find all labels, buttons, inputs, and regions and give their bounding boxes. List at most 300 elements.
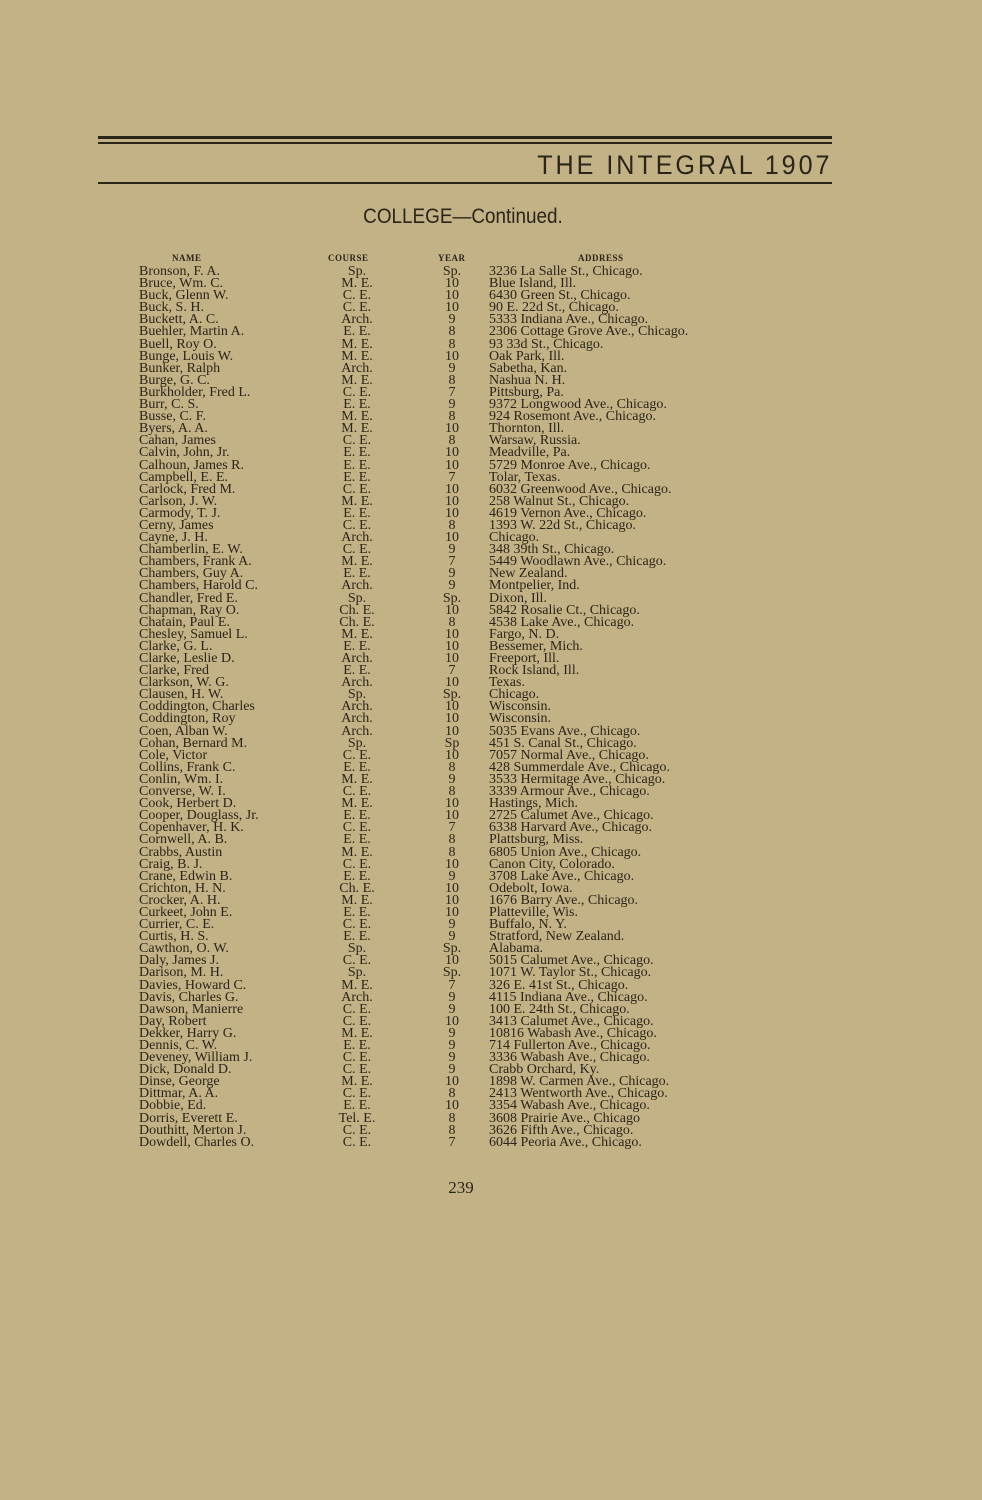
student-name: Campbell, E. E.	[139, 469, 229, 485]
student-year: 7	[448, 663, 456, 679]
student-address: 6805 Union Ave., Chicago.	[489, 844, 642, 860]
student-course: Arch.	[341, 530, 373, 546]
student-name: Chesley, Samuel L.	[139, 626, 248, 642]
student-year: 9	[448, 1062, 456, 1078]
column-header-name: NAME	[172, 253, 202, 263]
student-name: Chapman, Ray O.	[139, 602, 240, 618]
student-course: M. E.	[341, 372, 373, 388]
student-name: Curtis, H. S.	[139, 929, 209, 945]
student-name: Carlson, J. W.	[139, 493, 218, 509]
student-name: Cole, Victor	[139, 747, 208, 763]
table-row	[0, 1134, 982, 1150]
student-address: 1393 W. 22d St., Chicago.	[489, 517, 637, 533]
student-course: C. E.	[342, 1062, 372, 1078]
student-name: Clausen, H. W.	[139, 687, 224, 703]
student-address: Rock Island, Ill.	[489, 663, 580, 679]
student-address: 4538 Lake Ave., Chicago.	[489, 614, 635, 630]
student-name: Chandler, Fred E.	[139, 590, 238, 606]
student-address: Pittsburg, Pa.	[489, 384, 564, 400]
student-course: Tel. E.	[338, 1110, 376, 1126]
student-course: M. E.	[341, 977, 373, 993]
student-year: Sp.	[442, 687, 462, 703]
student-year: 9	[448, 1050, 456, 1066]
student-address: 93 33d St., Chicago.	[489, 336, 604, 352]
student-address: 5842 Rosalie Ct., Chicago.	[489, 602, 640, 618]
student-year: 8	[448, 1122, 456, 1138]
student-year: Sp.	[442, 590, 462, 606]
student-year: 9	[448, 771, 456, 787]
student-address: 2306 Cottage Grove Ave., Chicago.	[489, 324, 689, 340]
student-course: E. E.	[343, 566, 371, 582]
student-name: Conlin, Wm. I.	[139, 771, 224, 787]
student-course: Arch.	[341, 312, 373, 328]
student-year: 9	[448, 868, 456, 884]
student-course: Arch.	[341, 699, 373, 715]
student-address: 2725 Calumet Ave., Chicago.	[489, 808, 654, 824]
student-name: Calvin, John, Jr.	[139, 445, 230, 461]
header-bottom-rule	[98, 182, 832, 184]
student-address: 3708 Lake Ave., Chicago.	[489, 868, 635, 884]
student-address: 1676 Barry Ave., Chicago.	[489, 892, 639, 908]
top-rule-thin	[98, 142, 832, 144]
student-name: Dick, Donald D.	[139, 1062, 232, 1078]
student-course: C. E.	[342, 384, 372, 400]
student-address: 4115 Indiana Ave., Chicago.	[489, 989, 648, 1005]
student-year: 7	[448, 1134, 456, 1150]
student-course: E. E.	[343, 324, 371, 340]
student-course: C. E.	[342, 517, 372, 533]
student-course: E. E.	[343, 759, 371, 775]
student-course: M. E.	[341, 771, 373, 787]
student-address: Wisconsin.	[489, 699, 552, 715]
student-year: 10	[445, 747, 459, 763]
student-name: Day, Robert	[139, 1013, 207, 1029]
student-address: Bessemer, Mich.	[489, 638, 583, 654]
student-address: 714 Fullerton Ave., Chicago.	[489, 1038, 651, 1053]
student-address: 2413 Wentworth Ave., Chicago.	[489, 1086, 668, 1102]
student-address: 3626 Fifth Ave., Chicago.	[489, 1122, 634, 1138]
student-year: 9	[448, 917, 456, 933]
student-address: 4619 Vernon Ave., Chicago.	[489, 505, 647, 521]
student-name: Chambers, Harold C.	[139, 578, 258, 594]
student-course: C. E.	[342, 1086, 372, 1102]
student-name: Cook, Herbert D.	[139, 796, 237, 812]
student-course: Arch.	[341, 578, 373, 594]
student-course: C. E.	[342, 820, 372, 836]
student-course: E. E.	[343, 808, 371, 824]
student-address: 6338 Harvard Ave., Chicago.	[489, 820, 653, 836]
student-course: E. E.	[343, 457, 371, 473]
student-year: 10	[445, 711, 459, 727]
column-header-address: ADDRESS	[578, 253, 624, 263]
student-year: 9	[448, 989, 456, 1005]
column-header-course: COURSE	[328, 253, 369, 263]
student-year: Sp	[444, 735, 460, 751]
student-address: Warsaw, Russia.	[489, 433, 581, 449]
student-address: Oak Park, Ill.	[489, 348, 565, 364]
student-course: E. E.	[343, 505, 371, 521]
student-course: Sp.	[347, 965, 367, 981]
page-number: 239	[448, 1178, 474, 1197]
student-course: M. E.	[341, 421, 373, 437]
student-course: Arch.	[341, 360, 373, 376]
student-course: Arch.	[341, 711, 373, 727]
student-year: 8	[448, 614, 456, 630]
student-name: Clarke, G. L.	[139, 638, 213, 654]
student-year: 8	[448, 409, 456, 425]
student-name: Cawthon, O. W.	[139, 941, 229, 957]
student-name: Cornwell, A. B.	[139, 832, 228, 848]
student-year: 10	[445, 505, 459, 521]
student-address: Odebolt, Iowa.	[489, 880, 573, 896]
running-head: THE INTEGRAL 1907	[536, 150, 832, 180]
student-course: Ch. E.	[339, 614, 375, 630]
student-year: 9	[448, 542, 456, 558]
student-address: 6044 Peoria Ave., Chicago.	[489, 1134, 642, 1150]
student-name: Bunker, Ralph	[139, 360, 221, 376]
student-course: C. E.	[342, 433, 372, 449]
student-name: Bunge, Louis W.	[139, 348, 234, 364]
student-address: Hastings, Mich.	[489, 796, 579, 812]
student-table	[0, 266, 982, 1149]
student-address: Sabetha, Kan.	[489, 360, 568, 376]
student-course: E. E.	[343, 1038, 371, 1053]
student-address: 258 Walnut St., Chicago.	[489, 493, 630, 509]
student-year: 10	[445, 892, 459, 908]
student-address: 5449 Woodlawn Ave., Chicago.	[489, 554, 667, 570]
student-course: Arch.	[341, 651, 373, 666]
student-name: Dittmar, A. A.	[139, 1086, 219, 1102]
student-course: M. E.	[341, 336, 373, 352]
student-course: C. E.	[342, 1050, 372, 1066]
student-name: Dobbie, Ed.	[139, 1098, 207, 1114]
student-year: 10	[445, 953, 459, 969]
student-year: 7	[448, 820, 456, 836]
student-year: 8	[448, 336, 456, 352]
student-address: 3336 Wabash Ave., Chicago.	[489, 1050, 650, 1066]
student-year: 10	[445, 808, 459, 824]
student-course: M. E.	[341, 1025, 373, 1041]
student-name: Cahan, James	[139, 433, 216, 449]
student-year: 10	[445, 493, 459, 509]
student-year: 8	[448, 1086, 456, 1102]
student-year: 7	[448, 977, 456, 993]
student-name: Currier, C. E.	[139, 917, 215, 933]
student-name: Burge, G. C.	[139, 372, 210, 388]
student-year: 10	[445, 675, 459, 691]
student-address: 6032 Greenwood Ave., Chicago.	[489, 481, 672, 497]
student-year: 8	[448, 784, 456, 800]
student-course: M. E.	[341, 1074, 373, 1090]
student-name: Copenhaver, H. K.	[139, 820, 244, 836]
student-address: 1898 W. Carmen Ave., Chicago.	[489, 1074, 670, 1090]
student-name: Crane, Edwin B.	[139, 868, 233, 884]
student-year: 9	[448, 1038, 456, 1053]
student-name: Dekker, Harry G.	[139, 1025, 237, 1041]
student-address: Freeport, Ill.	[489, 651, 560, 666]
student-course: M. E.	[341, 348, 373, 364]
student-course: C. E.	[342, 747, 372, 763]
student-course: E. E.	[343, 638, 371, 654]
student-name: Clarke, Fred	[139, 663, 209, 679]
student-course: M. E.	[341, 493, 373, 509]
student-course: Ch. E.	[339, 602, 375, 618]
student-address: 3413 Calumet Ave., Chicago.	[489, 1013, 654, 1029]
student-course: C. E.	[342, 542, 372, 558]
student-address: Wisconsin.	[489, 711, 552, 727]
student-year: 9	[448, 397, 456, 413]
student-year: 10	[445, 904, 459, 920]
student-course: M. E.	[341, 276, 373, 292]
student-course: M. E.	[341, 796, 373, 812]
student-name: Cerny, James	[139, 517, 214, 533]
student-name: Buck, S. H.	[139, 300, 204, 316]
student-name: Dorris, Everett E.	[139, 1110, 238, 1126]
student-name: Burkholder, Fred L.	[139, 384, 251, 400]
student-name: Dowdell, Charles O.	[139, 1134, 255, 1150]
student-course: M. E.	[341, 844, 373, 860]
student-year: Sp.	[442, 264, 462, 279]
student-course: Sp.	[347, 590, 367, 606]
student-course: E. E.	[343, 445, 371, 461]
student-address: 5035 Evans Ave., Chicago.	[489, 723, 641, 739]
student-address: 10816 Wabash Ave., Chicago.	[489, 1025, 657, 1041]
student-year: 9	[448, 360, 456, 376]
student-address: 326 E. 41st St., Chicago.	[489, 977, 629, 993]
student-name: Cayne, J. H.	[139, 530, 208, 546]
student-course: E. E.	[343, 868, 371, 884]
student-name: Davis, Charles G.	[139, 989, 239, 1005]
student-year: 9	[448, 929, 456, 945]
student-address: Chicago.	[489, 530, 540, 546]
student-year: 10	[445, 288, 459, 304]
student-name: Clarkson, W. G.	[139, 675, 229, 691]
student-year: 8	[448, 759, 456, 775]
student-year: 10	[445, 723, 459, 739]
student-year: 10	[445, 880, 459, 896]
student-course: C. E.	[342, 784, 372, 800]
student-year: 7	[448, 554, 456, 570]
student-name: Davies, Howard C.	[139, 977, 247, 993]
student-name: Buck, Glenn W.	[139, 288, 229, 304]
student-name: Bruce, Wm. C.	[139, 276, 224, 292]
student-address: Thornton, Ill.	[489, 421, 565, 437]
student-year: 10	[445, 300, 459, 316]
student-address: 5729 Monroe Ave., Chicago.	[489, 457, 651, 473]
student-course: C. E.	[342, 1001, 372, 1017]
student-address: Meadville, Pa.	[489, 445, 571, 461]
student-address: 3354 Wabash Ave., Chicago.	[489, 1098, 650, 1114]
student-year: 10	[445, 796, 459, 812]
student-year: Sp.	[442, 941, 462, 957]
student-name: Coddington, Roy	[139, 711, 236, 727]
student-year: 9	[448, 312, 456, 328]
student-year: 8	[448, 517, 456, 533]
student-address: 924 Rosemont Ave., Chicago.	[489, 409, 656, 425]
student-year: 10	[445, 348, 459, 364]
section-title: COLLEGE—Continued.	[363, 205, 563, 228]
student-year: 10	[445, 699, 459, 715]
student-year: 9	[448, 578, 456, 594]
student-course: C. E.	[342, 953, 372, 969]
student-year: 8	[448, 324, 456, 340]
student-course: C. E.	[342, 856, 372, 872]
student-year: 7	[448, 384, 456, 400]
student-address: 9372 Longwood Ave., Chicago.	[489, 397, 667, 413]
student-address: Blue Island, Ill.	[489, 276, 577, 292]
student-year: 10	[445, 856, 459, 872]
student-year: 10	[445, 481, 459, 497]
student-year: 10	[445, 530, 459, 546]
student-name: Darison, M. H.	[139, 965, 224, 981]
student-year: 10	[445, 638, 459, 654]
student-name: Curkeet, John E.	[139, 904, 233, 920]
student-address: Dixon, Ill.	[489, 590, 547, 606]
student-address: 6430 Green St., Chicago.	[489, 288, 631, 304]
student-course: C. E.	[342, 1122, 372, 1138]
student-name: Craig, B. J.	[139, 856, 203, 872]
student-year: 9	[448, 1001, 456, 1017]
student-year: 7	[448, 469, 456, 485]
student-course: M. E.	[341, 554, 373, 570]
student-year: 8	[448, 433, 456, 449]
student-year: 8	[448, 844, 456, 860]
student-address: Nashua N. H.	[489, 372, 566, 388]
student-name: Chambers, Frank A.	[139, 554, 252, 570]
student-address: 3533 Hermitage Ave., Chicago.	[489, 771, 666, 787]
student-course: E. E.	[343, 904, 371, 920]
student-address: Stratford, New Zealand.	[489, 929, 625, 945]
student-name: Busse, C. F.	[139, 409, 206, 425]
student-name: Dawson, Manierre	[139, 1001, 244, 1017]
student-name: Buckett, A. C.	[139, 312, 219, 328]
student-address: Platteville, Wis.	[489, 904, 579, 920]
student-name: Coen, Alban W.	[139, 723, 228, 739]
student-address: Plattsburg, Miss.	[489, 832, 584, 848]
student-name: Carlock, Fred M.	[139, 481, 236, 497]
student-year: 8	[448, 832, 456, 848]
student-year: Sp.	[442, 965, 462, 981]
student-year: 10	[445, 626, 459, 642]
student-address: 5333 Indiana Ave., Chicago.	[489, 312, 649, 328]
student-course: M. E.	[341, 409, 373, 425]
student-course: E. E.	[343, 397, 371, 413]
student-name: Chamberlin, E. W.	[139, 542, 243, 558]
student-year: 10	[445, 602, 459, 618]
student-year: 10	[445, 651, 459, 666]
student-name: Bronson, F. A.	[139, 264, 220, 279]
student-address: 3608 Prairie Ave., Chicago	[489, 1110, 640, 1126]
student-name: Clarke, Leslie D.	[139, 651, 235, 666]
student-name: Calhoun, James R.	[139, 457, 244, 473]
student-course: C. E.	[342, 288, 372, 304]
student-name: Douthitt, Merton J.	[139, 1122, 247, 1138]
student-course: E. E.	[343, 832, 371, 848]
student-address: 90 E. 22d St., Chicago.	[489, 300, 619, 316]
student-year: 8	[448, 372, 456, 388]
student-year: 8	[448, 1110, 456, 1126]
student-name: Carmody, T. J.	[139, 505, 221, 521]
student-address: 1071 W. Taylor St., Chicago.	[489, 965, 652, 981]
student-year: 10	[445, 457, 459, 473]
student-course: C. E.	[342, 300, 372, 316]
student-address: Tolar, Texas.	[489, 469, 561, 485]
student-year: 10	[445, 1098, 459, 1114]
student-address: Alabama.	[489, 941, 544, 957]
student-address: Texas.	[489, 675, 525, 691]
student-address: 348 39th St., Chicago.	[489, 542, 615, 558]
student-address: Crabb Orchard, Ky.	[489, 1062, 600, 1078]
student-address: 100 E. 24th St., Chicago.	[489, 1001, 630, 1017]
student-name: Daly, James J.	[139, 953, 219, 969]
student-name: Buehler, Martin A.	[139, 324, 245, 340]
top-rule-thick	[98, 136, 832, 139]
student-course: Sp.	[347, 264, 367, 279]
student-course: E. E.	[343, 1098, 371, 1114]
student-address: New Zealand.	[489, 566, 568, 582]
student-year: 10	[445, 276, 459, 292]
student-course: Arch.	[341, 989, 373, 1005]
column-header-year: YEAR	[438, 253, 466, 263]
student-name: Buell, Roy O.	[139, 336, 217, 352]
student-course: M. E.	[341, 626, 373, 642]
student-name: Burr, C. S.	[139, 397, 199, 413]
student-course: C. E.	[342, 1134, 372, 1150]
student-name: Chambers, Guy A.	[139, 566, 244, 582]
student-name: Crichton, H. N.	[139, 880, 226, 896]
student-address: Canon City, Colorado.	[489, 856, 615, 872]
student-name: Byers, A. A.	[139, 421, 208, 437]
student-address: Fargo, N. D.	[489, 626, 560, 642]
student-address: Buffalo, N. Y.	[489, 917, 567, 933]
student-address: 451 S. Canal St., Chicago.	[489, 735, 637, 751]
student-address: 7057 Normal Ave., Chicago.	[489, 747, 649, 763]
student-name: Cohan, Bernard M.	[139, 735, 248, 751]
student-address: 5015 Calumet Ave., Chicago.	[489, 953, 654, 969]
student-course: M. E.	[341, 892, 373, 908]
student-address: 3236 La Salle St., Chicago.	[489, 264, 643, 279]
student-year: 10	[445, 1074, 459, 1090]
student-name: Crabbs, Austin	[139, 844, 223, 860]
student-year: 10	[445, 1013, 459, 1029]
student-year: 10	[445, 421, 459, 437]
student-course: Sp.	[347, 941, 367, 957]
student-course: C. E.	[342, 917, 372, 933]
student-year: 10	[445, 445, 459, 461]
student-course: C. E.	[342, 481, 372, 497]
student-name: Collins, Frank C.	[139, 759, 236, 775]
student-name: Coddington, Charles	[139, 699, 255, 715]
student-course: E. E.	[343, 663, 371, 679]
student-course: E. E.	[343, 929, 371, 945]
student-address: 428 Summerdale Ave., Chicago.	[489, 759, 670, 775]
student-course: Arch.	[341, 723, 373, 739]
student-year: 9	[448, 566, 456, 582]
student-name: Converse, W. I.	[139, 784, 226, 800]
student-address: Chicago.	[489, 687, 540, 703]
student-name: Chatain, Paul E.	[139, 614, 230, 630]
student-course: Arch.	[341, 675, 373, 691]
student-name: Deveney, William J.	[139, 1050, 253, 1066]
student-course: Ch. E.	[339, 880, 375, 896]
student-address: 3339 Armour Ave., Chicago.	[489, 784, 650, 800]
student-name: Dennis, C. W.	[139, 1038, 218, 1053]
student-year: 9	[448, 1025, 456, 1041]
student-name: Dinse, George	[139, 1074, 220, 1090]
student-course: Sp.	[347, 687, 367, 703]
student-address: Montpelier, Ind.	[489, 578, 580, 594]
student-course: E. E.	[343, 469, 371, 485]
